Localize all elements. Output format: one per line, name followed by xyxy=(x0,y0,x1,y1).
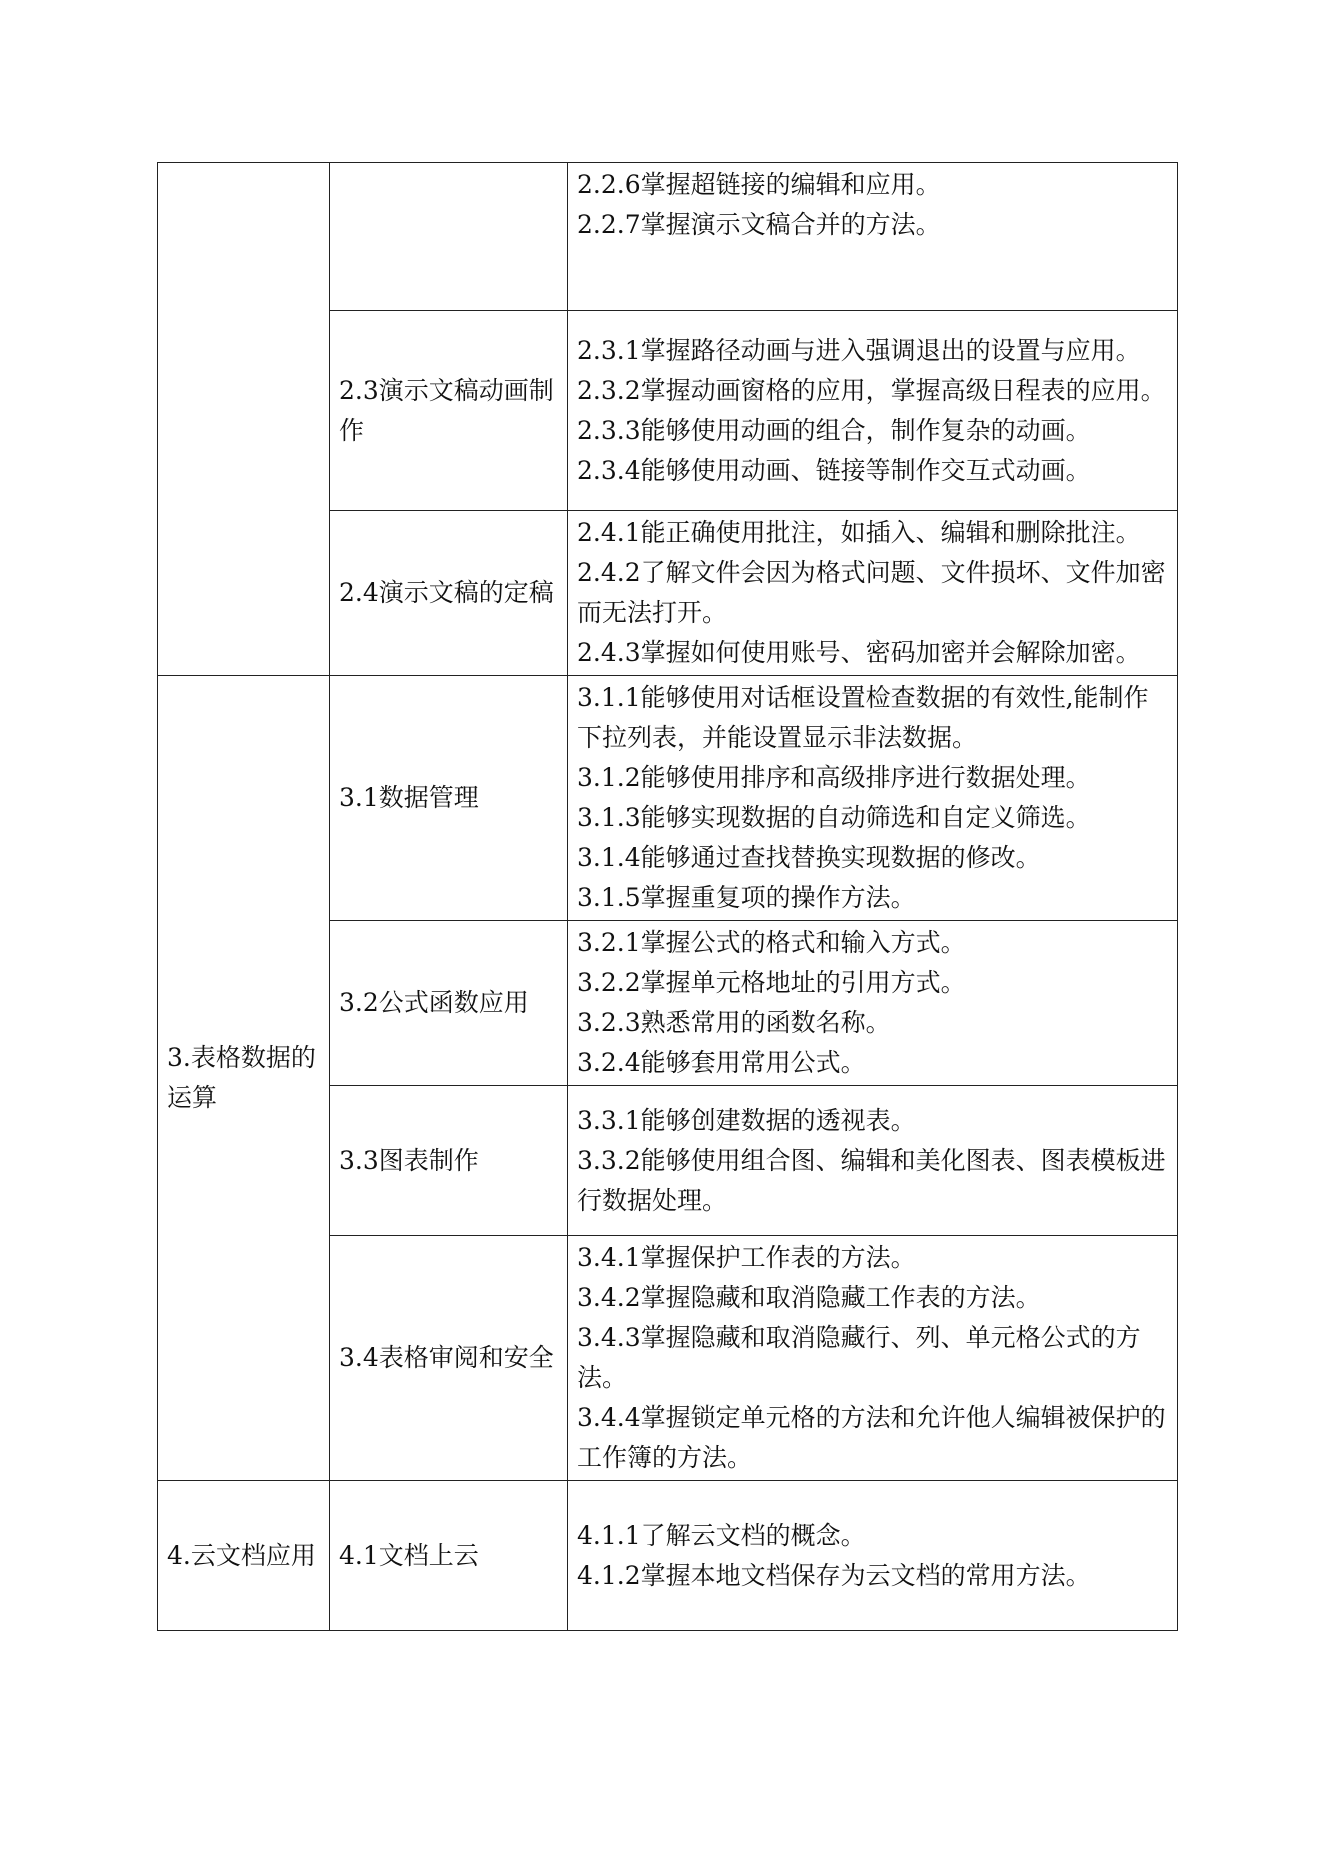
requirements-cell xyxy=(568,311,1178,511)
table-row xyxy=(158,1481,1178,1631)
requirement-item: 2.2.6掌握超链接的编辑和应用。 xyxy=(577,170,941,199)
requirement-item: 2.2.7掌握演示文稿合并的方法。 xyxy=(577,210,941,239)
requirement-item: 3.1.5掌握重复项的操作方法。 xyxy=(577,883,916,912)
requirement-item: 3.4.4掌握锁定单元格的方法和允许他人编辑被保护的工作簿的方法。 xyxy=(577,1403,1166,1472)
table-row xyxy=(158,676,1178,921)
topic-cell: 3.3图表制作 xyxy=(330,1086,568,1236)
requirement-item: 3.1.3能够实现数据的自动筛选和自定义筛选。 xyxy=(577,803,1091,832)
requirement-item: 2.3.2掌握动画窗格的应用，掌握高级日程表的应用。 xyxy=(577,375,1166,405)
requirement-item: 3.1.2能够使用排序和高级排序进行数据处理。 xyxy=(577,763,1091,792)
requirement-item: 2.3.3能够使用动画的组合，制作复杂的动画。 xyxy=(577,415,1091,445)
module-cell: 3.表格数据的运算 xyxy=(158,676,330,1481)
requirement-item: 4.1.1了解云文档的概念。 xyxy=(577,1520,866,1550)
requirement-item: 2.4.2了解文件会因为格式问题、文件损坏、文件加密而无法打开。 xyxy=(577,558,1166,627)
requirements-cell xyxy=(568,1236,1178,1481)
requirement-item: 3.3.1能够创建数据的透视表。 xyxy=(577,1105,916,1135)
syllabus-table xyxy=(157,162,1178,1631)
requirement-item: 2.3.1掌握路径动画与进入强调退出的设置与应用。 xyxy=(577,335,1141,365)
requirements-cell xyxy=(568,511,1178,676)
requirement-item: 3.1.4能够通过查找替换实现数据的修改。 xyxy=(577,843,1041,872)
requirements-cell xyxy=(568,1086,1178,1236)
requirement-item: 3.2.3熟悉常用的函数名称。 xyxy=(577,1008,891,1037)
requirements-cell xyxy=(568,921,1178,1086)
requirement-item: 3.2.1掌握公式的格式和输入方式。 xyxy=(577,928,966,957)
requirement-item: 3.3.2能够使用组合图、编辑和美化图表、图表模板进行数据处理。 xyxy=(577,1145,1166,1215)
topic-cell: 3.4表格审阅和安全 xyxy=(330,1236,568,1481)
topic-cell: 4.1文档上云 xyxy=(330,1481,568,1631)
requirement-item: 3.4.1掌握保护工作表的方法。 xyxy=(577,1243,916,1272)
requirement-item: 4.1.2掌握本地文档保存为云文档的常用方法。 xyxy=(577,1560,1091,1590)
requirement-item: 3.2.2掌握单元格地址的引用方式。 xyxy=(577,968,966,997)
requirement-item: 3.4.2掌握隐藏和取消隐藏工作表的方法。 xyxy=(577,1283,1041,1312)
topic-cell: 2.4演示文稿的定稿 xyxy=(330,511,568,676)
topic-cell: 2.3演示文稿动画制作 xyxy=(330,311,568,511)
requirement-item: 3.4.3掌握隐藏和取消隐藏行、列、单元格公式的方法。 xyxy=(577,1323,1141,1392)
requirement-item: 3.1.1能够使用对话框设置检查数据的有效性,能制作下拉列表，并能设置显示非法数据。 xyxy=(577,683,1149,752)
topic-cell: 3.1数据管理 xyxy=(330,676,568,921)
requirements-cell xyxy=(568,1481,1178,1631)
topic-cell xyxy=(330,163,568,311)
requirement-item: 2.3.4能够使用动画、链接等制作交互式动画。 xyxy=(577,455,1091,485)
topic-cell: 3.2公式函数应用 xyxy=(330,921,568,1086)
module-cell xyxy=(158,163,330,676)
requirement-item: 3.2.4能够套用常用公式。 xyxy=(577,1048,866,1077)
requirement-item: 2.4.1能正确使用批注，如插入、编辑和删除批注。 xyxy=(577,518,1141,547)
table-row xyxy=(158,163,1178,311)
requirement-item: 2.4.3掌握如何使用账号、密码加密并会解除加密。 xyxy=(577,638,1141,667)
module-cell: 4.云文档应用 xyxy=(158,1481,330,1631)
requirements-cell xyxy=(568,163,1178,311)
requirements-cell xyxy=(568,676,1178,921)
